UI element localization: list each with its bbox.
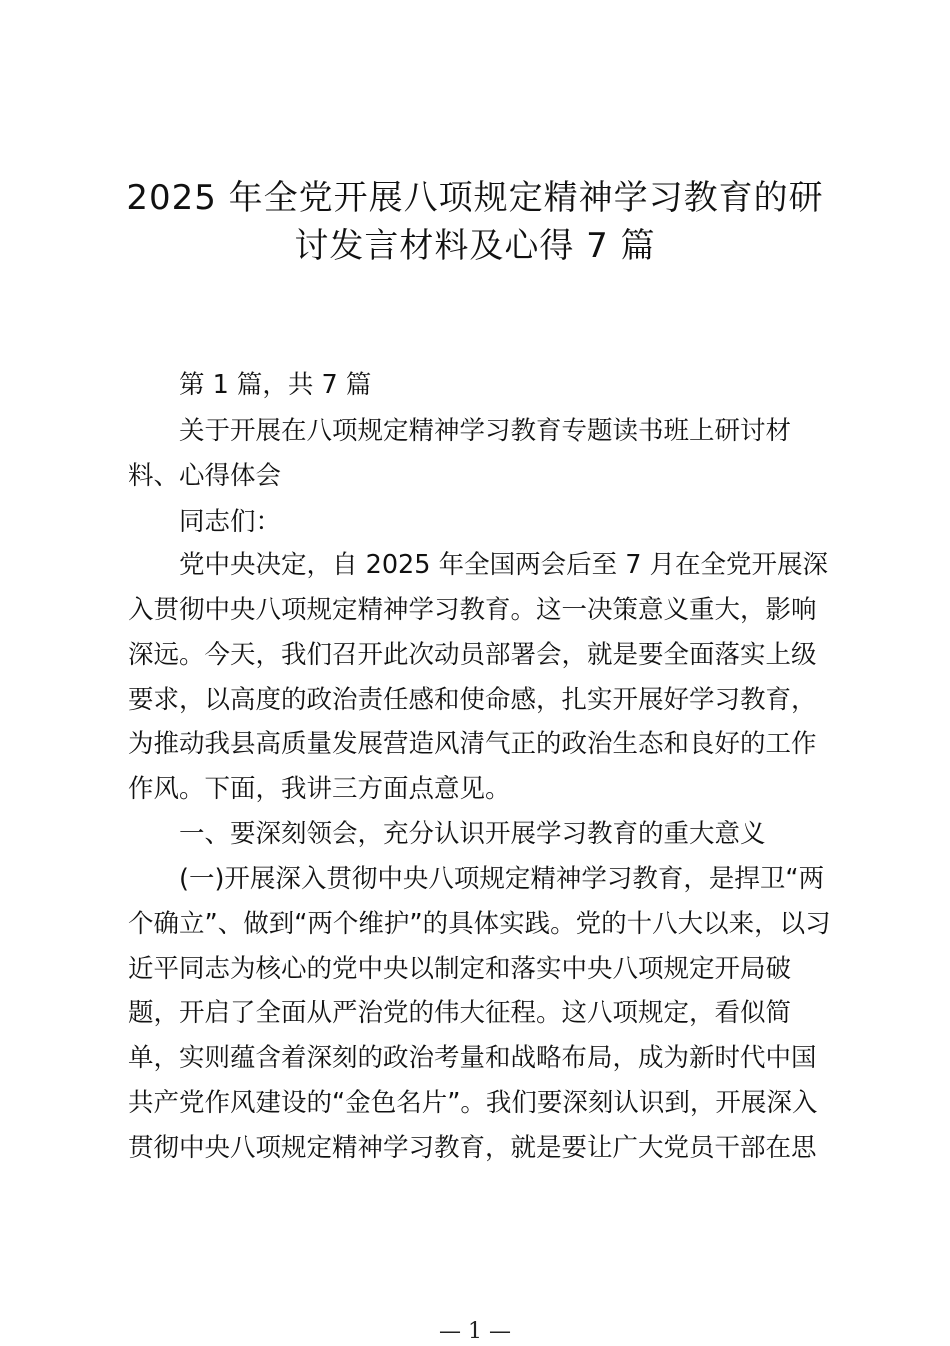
- article-count-line: 第 1 篇，共 7 篇: [179, 370, 372, 400]
- body-line: 深远。今天，我们召开此次动员部署会，就是要全面落实上级: [128, 640, 817, 670]
- body-line: 近平同志为核心的党中央以制定和落实中央八项规定开局破: [128, 954, 792, 984]
- article-heading-line-2: 料、心得体会: [128, 461, 282, 491]
- body-line: 党中央决定，自 2025 年全国两会后至 7 月在全党开展深: [179, 550, 829, 580]
- section-heading: 一、要深刻领会，充分认识开展学习教育的重大意义: [179, 819, 766, 849]
- body-line: 单，实则蕴含着深刻的政治考量和战略布局，成为新时代中国: [128, 1043, 817, 1073]
- body-line: 入贯彻中央八项规定精神学习教育。这一决策意义重大，影响: [128, 595, 817, 625]
- body-line: 为推动我县高质量发展营造风清气正的政治生态和良好的工作: [128, 729, 817, 759]
- document-title-line-1: 2025 年全党开展八项规定精神学习教育的研: [126, 178, 824, 218]
- page-number: — 1 —: [439, 1319, 511, 1344]
- body-line: 作风。下面，我讲三方面点意见。: [128, 774, 511, 804]
- body-line: 共产党作风建设的“金色名片”。我们要深刻认识到，开展深入: [128, 1088, 818, 1118]
- body-line: 题，开启了全面从严治党的伟大征程。这八项规定，看似简: [128, 998, 792, 1028]
- salutation: 同志们：: [179, 507, 282, 537]
- article-heading-line-1: 关于开展在八项规定精神学习教育专题读书班上研讨材: [179, 416, 792, 446]
- body-line: 贯彻中央八项规定精神学习教育，就是要让广大党员干部在思: [128, 1133, 817, 1163]
- document-title-line-2: 讨发言材料及心得 7 篇: [294, 226, 656, 266]
- body-line: 个确立”、做到“两个维护”的具体实践。党的十八大以来，以习: [128, 909, 831, 939]
- body-line: (一)开展深入贯彻中央八项规定精神学习教育，是捍卫“两: [179, 864, 825, 894]
- body-line: 要求，以高度的政治责任感和使命感，扎实开展好学习教育，: [128, 685, 817, 715]
